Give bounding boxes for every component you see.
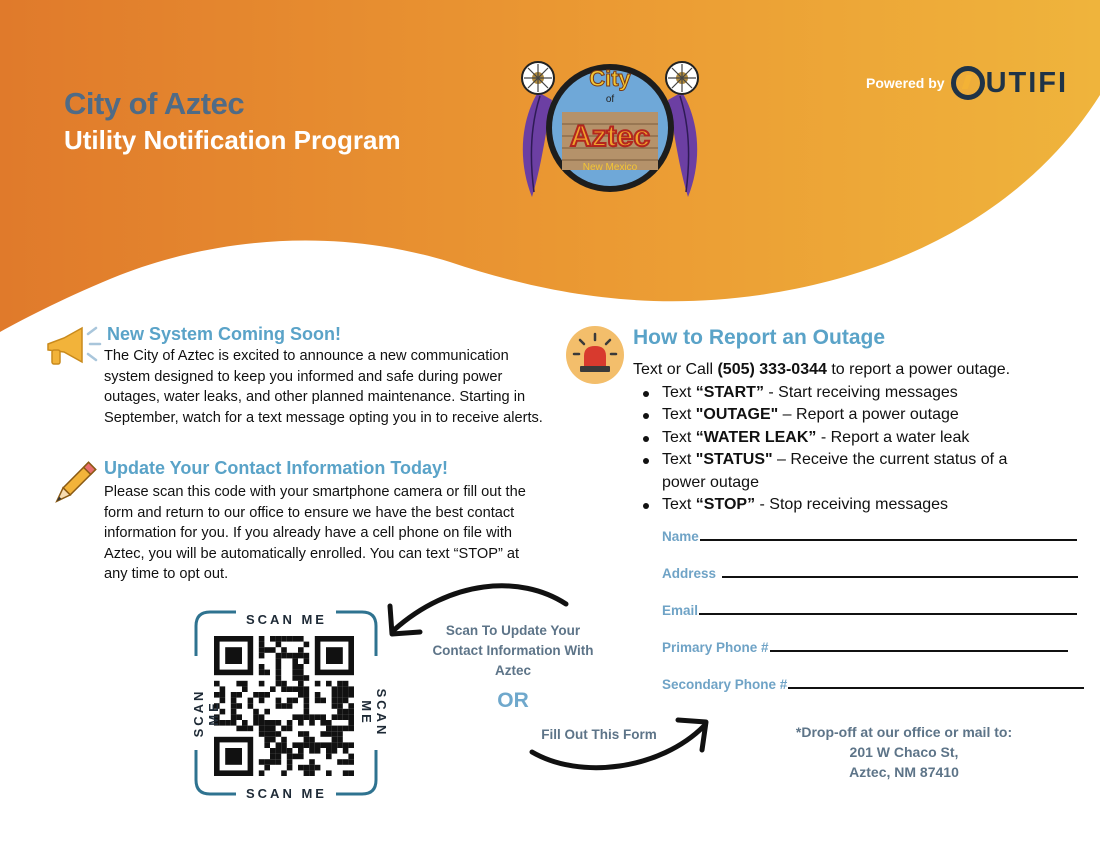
feather-right-icon <box>668 92 697 197</box>
or-text: OR <box>497 689 529 712</box>
address-field[interactable] <box>662 566 1078 581</box>
item-prefix: Text <box>662 384 696 401</box>
scan-update-text: Scan To Update Your Contact Information With Aztec <box>432 623 594 678</box>
email-field[interactable] <box>662 603 1077 618</box>
email-line[interactable] <box>699 613 1077 615</box>
report-suffix: to report a power outage. <box>826 361 1011 378</box>
scan-me-right: SCAN ME <box>359 688 389 738</box>
outage-keyword-item <box>640 427 1040 449</box>
seal-state-text: New Mexico <box>582 162 638 173</box>
report-outage-title: How to Report an Outage <box>633 326 885 349</box>
primary-phone-label: Primary Phone # <box>662 640 769 655</box>
alarm-siren-icon <box>566 326 624 384</box>
sun-right-icon <box>666 62 698 94</box>
primary-phone-field[interactable] <box>662 640 1068 655</box>
secondary-phone-field[interactable] <box>662 677 1084 692</box>
feather-left-icon <box>523 92 552 197</box>
name-line[interactable] <box>700 539 1077 541</box>
secondary-phone-label: Secondary Phone # <box>662 677 788 692</box>
seal-city-text: City <box>589 66 631 91</box>
outage-keyword-list <box>640 382 1040 516</box>
address-line[interactable] <box>722 576 1078 578</box>
email-label: Email <box>662 603 699 618</box>
dropoff-line2: 201 W Chaco St, <box>849 744 959 760</box>
dropoff-line1: *Drop-off at our office or mail to: <box>795 724 1013 740</box>
program-title: Utility Notification Program <box>64 125 401 155</box>
outifi-brand-text: UTIFI <box>985 66 1069 99</box>
report-instruction <box>633 361 1010 379</box>
outifi-logo <box>951 66 1069 100</box>
outage-keyword-item <box>640 404 1040 426</box>
megaphone-icon <box>42 322 102 372</box>
scan-me-left: SCAN ME <box>191 688 221 738</box>
report-prefix: Text or Call <box>633 361 718 378</box>
item-description: - Stop receiving messages <box>755 496 949 514</box>
dropoff-line3: Aztec, NM 87410 <box>849 764 959 780</box>
fill-out-text: Fill Out This Form <box>541 727 657 742</box>
item-keyword: "OUTAGE" <box>695 406 779 424</box>
report-phone[interactable]: (505) 333-0344 <box>717 361 827 378</box>
outage-keyword-item <box>640 382 1040 404</box>
update-contact-body: Please scan this code with your smartphone camera or fill out the form and return to our office to ensure we have the best contact information for you. If you already have a cell phone on file with Aztec, you will be automatically enrolled. You can text “STOP” at any time to opt out. <box>104 484 526 582</box>
city-title: City of Aztec <box>64 86 245 121</box>
address-label: Address <box>662 566 717 581</box>
item-description: - Start receiving messages <box>763 384 958 401</box>
outage-keyword-item <box>640 494 1040 516</box>
outifi-o-icon <box>951 66 985 100</box>
item-description: - Report a water leak <box>816 428 970 446</box>
powered-by-badge <box>866 66 1068 100</box>
primary-phone-line[interactable] <box>770 650 1068 652</box>
item-prefix: Text <box>662 406 696 424</box>
scan-me-top: SCAN ME <box>246 612 327 627</box>
seal-aztec-text: Aztec <box>569 120 651 153</box>
item-description: – Report a power outage <box>778 406 959 424</box>
name-field[interactable] <box>662 529 1077 544</box>
update-contact-title: Update Your Contact Information Today! <box>104 458 449 478</box>
item-keyword: “START” <box>695 384 764 401</box>
new-system-title: New System Coming Soon! <box>107 324 342 344</box>
scan-me-bottom: SCAN ME <box>246 786 327 801</box>
qr-code <box>214 636 354 776</box>
powered-by-text: Powered by <box>866 75 945 91</box>
dropoff-info <box>782 722 1026 782</box>
item-prefix: Text <box>662 496 696 514</box>
item-keyword: "STATUS" <box>695 451 773 469</box>
pencil-icon <box>46 458 100 512</box>
item-keyword: “WATER LEAK” <box>695 428 817 446</box>
city-seal-logo <box>510 52 710 202</box>
new-system-body: The City of Aztec is excited to announce a new communication system designed to keep you informed and safe during power outages, water leaks, and other planned maintenance. Starting in September, watch for a text message opting you in to receive alerts. <box>104 348 543 426</box>
outage-keyword-item <box>640 449 1040 494</box>
sun-left-icon <box>522 62 554 94</box>
item-description: – Receive the current status of a power outage <box>662 451 1008 491</box>
item-prefix: Text <box>662 428 696 446</box>
item-keyword: “STOP” <box>695 496 756 514</box>
name-label: Name <box>662 529 699 544</box>
secondary-phone-line[interactable] <box>788 687 1084 689</box>
item-prefix: Text <box>662 451 696 469</box>
seal-of-text: of <box>605 94 615 105</box>
